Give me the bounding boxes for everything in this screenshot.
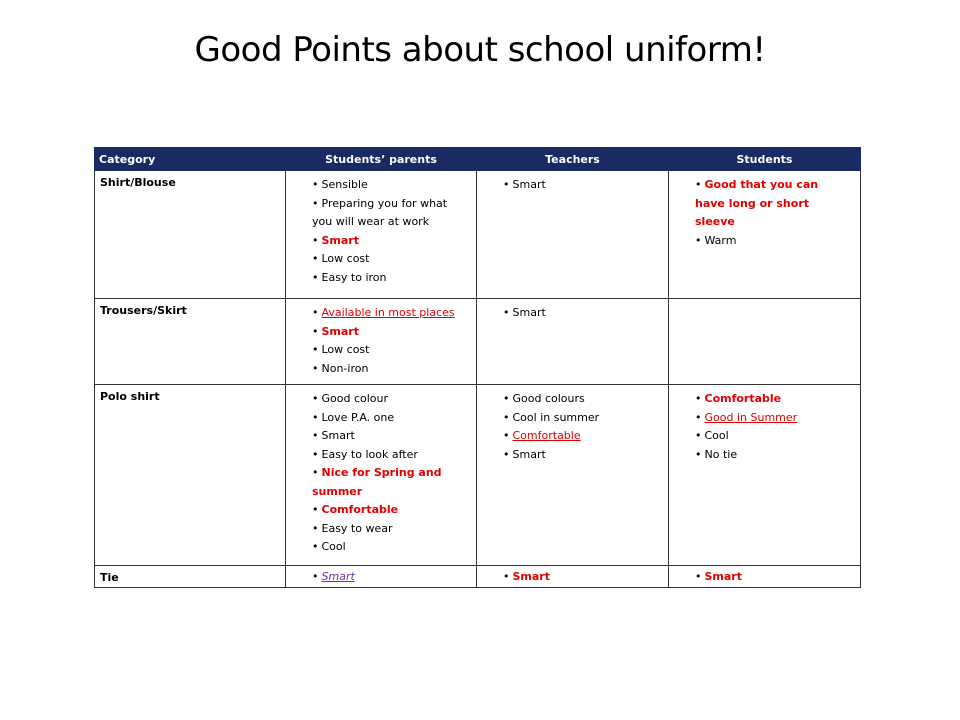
category-cell: Polo shirt (95, 385, 286, 566)
point-text: Smart (704, 570, 742, 583)
point-text: Love P.A. one (321, 410, 395, 424)
teachers-points (481, 569, 664, 585)
list-item (312, 464, 464, 501)
point-text: Smart (321, 233, 359, 247)
point-text: Available in most places (321, 306, 455, 319)
list-item (503, 409, 656, 428)
teachers-cell (477, 171, 669, 299)
list-item (695, 409, 848, 428)
list-item (312, 195, 464, 232)
point-text: Good colour (321, 392, 389, 405)
point-text: Smart (512, 447, 546, 461)
table-row (95, 299, 861, 385)
list-item (312, 341, 464, 360)
category-cell: Shirt/Blouse (95, 171, 286, 299)
header-category: Category (95, 148, 286, 171)
list-item (312, 569, 464, 585)
point-text: Warm (704, 233, 737, 247)
teachers-cell (477, 299, 669, 385)
teachers-points (481, 390, 664, 464)
table-row (95, 385, 861, 566)
parents-points (290, 569, 472, 585)
parents-cell (286, 385, 477, 566)
point-text: Smart (512, 306, 546, 319)
list-item (695, 446, 848, 465)
teachers-points (481, 176, 664, 195)
parents-cell (286, 299, 477, 385)
point-text: Easy to wear (321, 521, 393, 535)
list-item (695, 427, 848, 446)
point-text: Preparing you for what you will wear at work (312, 196, 448, 228)
students-cell (669, 299, 861, 385)
list-item (312, 304, 464, 323)
point-text: Cool (704, 429, 729, 442)
point-text: Smart (512, 178, 546, 191)
students-points (673, 176, 856, 250)
parents-points (290, 176, 472, 287)
point-text: Comfortable (321, 503, 399, 516)
point-text: Cool (321, 540, 346, 553)
list-item (503, 427, 656, 446)
list-item (312, 409, 464, 428)
point-text[interactable]: Smart (321, 570, 355, 583)
list-item (312, 501, 464, 520)
point-text: No tie (704, 447, 738, 461)
list-item (695, 176, 848, 232)
point-text: Smart (321, 429, 355, 442)
list-item (695, 390, 848, 409)
list-item (695, 232, 848, 251)
point-text: Low cost (321, 343, 370, 356)
list-item (312, 446, 464, 465)
parents-cell (286, 171, 477, 299)
point-text: Non-iron (321, 361, 369, 375)
list-item (312, 323, 464, 342)
point-text: Sensible (321, 178, 368, 191)
parents-points (290, 390, 472, 557)
list-item (312, 538, 464, 557)
point-text: Good in Summer (704, 410, 798, 424)
list-item (312, 232, 464, 251)
header-teachers: Teachers (477, 148, 669, 171)
teachers-cell (477, 385, 669, 566)
list-item (503, 390, 656, 409)
students-points (673, 569, 856, 585)
point-text: Comfortable (704, 392, 782, 405)
list-item (503, 176, 656, 195)
list-item (695, 569, 848, 585)
list-item (503, 569, 656, 585)
list-item (312, 250, 464, 269)
point-text: Easy to look after (321, 447, 418, 461)
parents-points (290, 304, 472, 378)
point-text: Good that you can have long or short sleeve (695, 178, 819, 228)
header-row (95, 148, 861, 171)
list-item (312, 520, 464, 539)
point-text: Good colours (512, 392, 585, 405)
uniform-table (94, 147, 861, 588)
point-text: Low cost (321, 252, 370, 265)
point-text: Easy to iron (321, 270, 387, 284)
table-row (95, 171, 861, 299)
category-cell: Tie (95, 566, 286, 588)
students-cell (669, 566, 861, 588)
students-points (673, 390, 856, 464)
students-cell (669, 385, 861, 566)
point-text: Smart (512, 570, 550, 583)
list-item (312, 360, 464, 379)
list-item (312, 176, 464, 195)
list-item (503, 304, 656, 323)
teachers-cell (477, 566, 669, 588)
list-item (503, 446, 656, 465)
point-text: Comfortable (512, 429, 581, 442)
parents-cell (286, 566, 477, 588)
students-cell (669, 171, 861, 299)
list-item (312, 390, 464, 409)
list-item (312, 269, 464, 288)
point-text: Cool in summer (512, 410, 600, 424)
category-cell: Trousers/Skirt (95, 299, 286, 385)
table-row (95, 566, 861, 588)
slide-title: Good Points about school uniform! (194, 30, 766, 70)
header-parents: Students’ parents (286, 148, 477, 171)
point-text: Nice for Spring and summer (312, 466, 442, 498)
teachers-points (481, 304, 664, 323)
header-students: Students (669, 148, 861, 171)
point-text: Smart (321, 324, 359, 338)
list-item (312, 427, 464, 446)
